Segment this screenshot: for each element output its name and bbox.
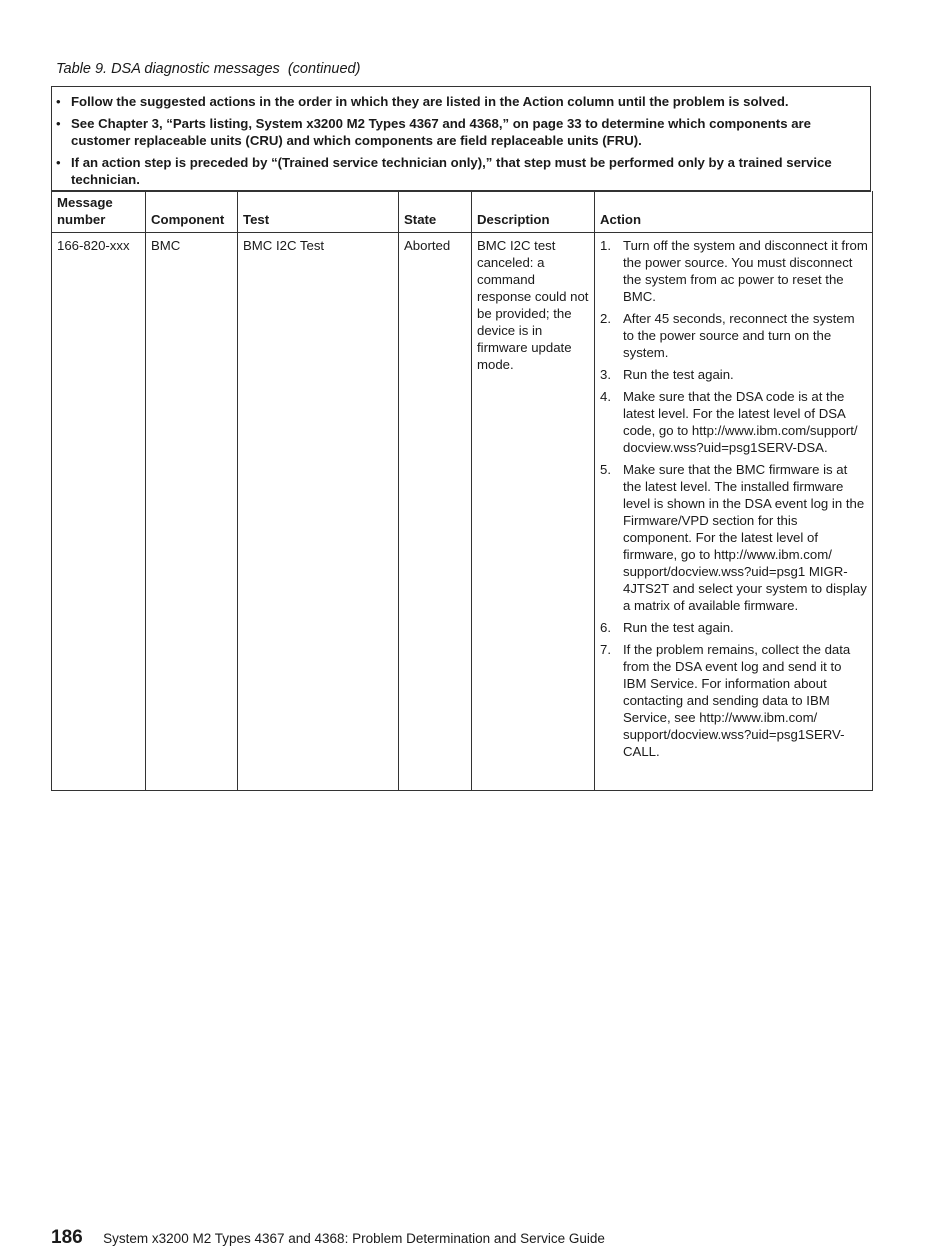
step-text: Run the test again. bbox=[623, 367, 734, 382]
bullet-icon: • bbox=[56, 115, 61, 131]
cell-action bbox=[595, 233, 873, 791]
header-action: Action bbox=[595, 191, 873, 233]
action-step bbox=[600, 310, 868, 361]
table-row bbox=[52, 233, 873, 791]
cell-description: BMC I2C test canceled: a command response could not be provided; the device is in firmware update mode. bbox=[472, 233, 595, 791]
note-text: If an action step is preceded by “(Trained service technician only),” that step must be performed only by a trained service technician. bbox=[71, 154, 832, 187]
note-item bbox=[56, 154, 862, 189]
note-item bbox=[56, 115, 862, 150]
step-text: Run the test again. bbox=[623, 620, 734, 635]
bullet-icon: • bbox=[56, 94, 61, 109]
note-text: See Chapter 3, “Parts listing, System x3200 M2 Types 4367 and 4368,” on page 33 to determine which components are customer replaceable units (CRU) and which components are field replaceable units (FRU). bbox=[71, 115, 811, 148]
cell-message-number: 166-820-xxx bbox=[52, 233, 146, 791]
table-header-row bbox=[52, 191, 873, 233]
action-step bbox=[600, 237, 868, 305]
dsa-messages-table bbox=[51, 191, 873, 791]
step-text: Make sure that the DSA code is at the latest level. For the latest level of DSA code, go to http://www.ibm.com/support/ docview.wss?uid=psg1SERV-DSA. bbox=[623, 389, 858, 455]
step-number: 4. bbox=[600, 389, 611, 404]
action-step bbox=[600, 366, 868, 383]
page-number: 186 bbox=[51, 1227, 83, 1248]
step-text: After 45 seconds, reconnect the system to the power source and turn on the system. bbox=[623, 311, 855, 360]
header-message-number: Message number bbox=[52, 191, 146, 233]
header-component: Component bbox=[146, 191, 238, 233]
action-step bbox=[600, 461, 868, 614]
note-text: Follow the suggested actions in the order in which they are listed in the Action column until the problem is solved. bbox=[71, 94, 789, 109]
step-number: 3. bbox=[600, 367, 611, 382]
table-caption: Table 9. DSA diagnostic messages (continued) bbox=[56, 61, 361, 77]
step-number: 6. bbox=[600, 620, 611, 635]
step-number: 7. bbox=[600, 642, 611, 657]
header-test: Test bbox=[238, 191, 399, 233]
cell-component: BMC bbox=[146, 233, 238, 791]
bullet-icon: • bbox=[56, 154, 61, 170]
header-description: Description bbox=[472, 191, 595, 233]
cell-state: Aborted bbox=[399, 233, 472, 791]
action-steps-list bbox=[600, 237, 868, 760]
action-step bbox=[600, 388, 868, 456]
table-notes bbox=[51, 86, 871, 192]
step-number: 2. bbox=[600, 311, 611, 326]
step-text: If the problem remains, collect the data from the DSA event log and send it to IBM Service. For information about contacting and sending data to IBM Service, see http://www.ibm.com/ support/docview.wss?uid=psg1SERV- CALL. bbox=[623, 642, 851, 759]
step-text: Make sure that the BMC firmware is at the latest level. The installed firmware level is shown in the DSA event log in the Firmware/VPD section for this component. For the latest level of firmware, go to http://www.ibm.com/ support/docview.wss?uid=psg1 MIGR-4JTS2T and select your system to display a matrix of available firmware. bbox=[623, 462, 867, 613]
step-text: Turn off the system and disconnect it from the power source. You must disconnect the system from ac power to reset the BMC. bbox=[623, 238, 868, 304]
note-item bbox=[56, 93, 862, 111]
action-step bbox=[600, 641, 868, 760]
footer-title: System x3200 M2 Types 4367 and 4368: Problem Determination and Service Guide bbox=[103, 1231, 605, 1246]
page-footer bbox=[51, 1227, 605, 1249]
header-state: State bbox=[399, 191, 472, 233]
action-step bbox=[600, 619, 868, 636]
cell-test: BMC I2C Test bbox=[238, 233, 399, 791]
step-number: 1. bbox=[600, 238, 611, 253]
step-number: 5. bbox=[600, 462, 611, 477]
